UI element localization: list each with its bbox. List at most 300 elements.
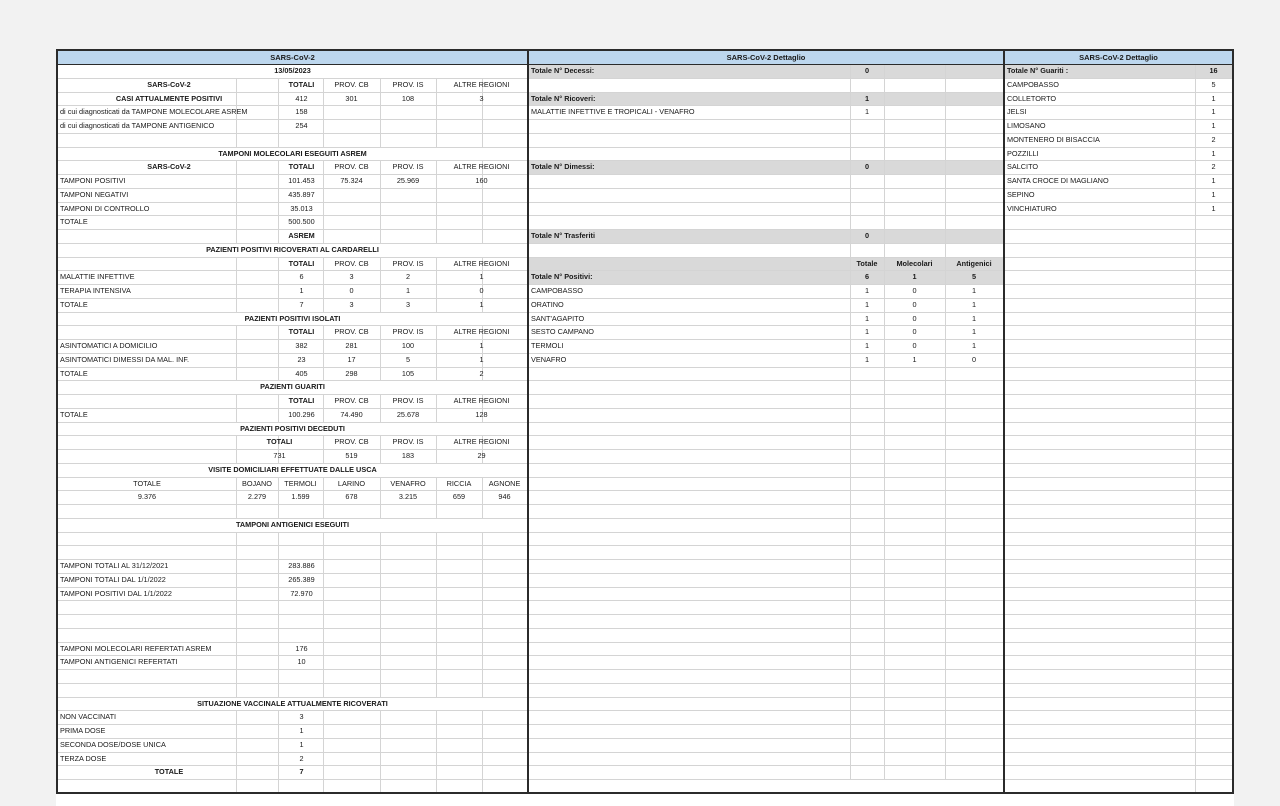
blank-row <box>1005 711 1232 725</box>
cell-value: 1 <box>299 286 304 295</box>
gridline <box>1195 546 1200 559</box>
gridline <box>945 423 950 436</box>
cell-value: 1 <box>1211 148 1216 158</box>
cell-value <box>323 189 380 202</box>
gridline <box>380 615 385 628</box>
gridline <box>850 491 855 504</box>
gridline <box>482 711 487 724</box>
column-header: ALTRE REGIONI <box>453 327 510 337</box>
gridline <box>380 546 385 559</box>
header-row <box>529 258 1003 272</box>
cell-value: 9.376 <box>137 492 157 502</box>
cell-value: 283.886 <box>288 561 315 570</box>
panel-title: SARS-CoV-2 Dettaglio <box>529 51 1003 65</box>
gridline <box>436 670 441 683</box>
gridline <box>436 753 441 766</box>
cell-value: 405 <box>295 368 308 378</box>
cell-value: 5 <box>971 272 977 282</box>
cell-value: 17 <box>347 354 356 364</box>
gridline <box>436 684 441 697</box>
gridline <box>323 780 328 792</box>
cell-value: 1 <box>912 354 917 364</box>
gridline <box>945 753 950 766</box>
data-row <box>1005 120 1232 134</box>
gridline <box>884 491 889 504</box>
data-row <box>58 354 527 368</box>
gridline <box>1195 478 1200 491</box>
blank-row <box>1005 395 1232 409</box>
gridline <box>884 203 889 216</box>
gridline <box>945 106 950 119</box>
cell-value: 183 <box>401 451 415 460</box>
blank-row <box>1005 656 1232 670</box>
row-label: Totale N° Dimessi: <box>531 162 595 172</box>
gridline <box>945 216 950 229</box>
blank-row <box>1005 588 1232 602</box>
row-label: di cui diagnosticati da TAMPONE MOLECOLARE ASREM <box>60 107 248 117</box>
gridline <box>236 505 241 518</box>
gridline <box>436 615 441 628</box>
blank-row <box>1005 368 1232 382</box>
gridline <box>945 189 950 202</box>
blank-row <box>529 381 1003 395</box>
gridline <box>850 423 855 436</box>
gridline <box>236 326 241 339</box>
blank-row <box>529 519 1003 533</box>
gridline <box>884 450 889 463</box>
gridline <box>436 588 441 601</box>
gridline <box>945 739 950 752</box>
blank-row <box>529 244 1003 258</box>
cell-value: 10 <box>297 657 306 667</box>
cell-value: 659 <box>452 492 466 502</box>
cell-value: 3.215 <box>398 492 418 502</box>
gridline <box>482 725 487 738</box>
gridline <box>884 519 889 532</box>
blank-row <box>1005 546 1232 560</box>
gridline <box>850 175 855 188</box>
cell-value: 128 <box>475 409 488 419</box>
gridline <box>884 423 889 436</box>
cell-value: 1 <box>479 354 484 364</box>
cell-value: 101.453 <box>288 176 315 185</box>
header-row <box>58 436 527 450</box>
blank-row <box>529 739 1003 753</box>
gridline <box>945 698 950 711</box>
gridline <box>323 230 328 243</box>
gridline <box>482 533 487 546</box>
gridline <box>945 395 950 408</box>
gridline <box>945 601 950 614</box>
blank-row <box>529 615 1003 629</box>
gridline <box>850 656 855 669</box>
gridline <box>436 505 441 518</box>
gridline <box>884 120 889 133</box>
gridline <box>482 574 487 587</box>
row-label: JELSI <box>1007 107 1027 117</box>
gridline <box>945 725 950 738</box>
gridline <box>945 175 950 188</box>
blank-row <box>529 464 1003 478</box>
gridline <box>380 230 385 243</box>
blank-row <box>529 560 1003 574</box>
cell-value <box>380 189 436 202</box>
gridline <box>884 436 889 449</box>
blank-row <box>529 478 1003 492</box>
data-row <box>58 203 527 217</box>
cell-value: 2 <box>1211 134 1216 144</box>
row-label: Totale N° Trasferiti <box>531 231 596 240</box>
gridline <box>323 560 328 573</box>
gridline <box>884 189 889 202</box>
column-header: BOJANO <box>241 478 272 488</box>
cell-value: 1 <box>1211 176 1216 185</box>
gridline <box>850 368 855 381</box>
cell-value: 298 <box>345 368 358 378</box>
cell-value <box>436 203 527 216</box>
data-row <box>58 574 527 588</box>
gridline <box>380 684 385 697</box>
row-label: Totale N° Positivi: <box>531 272 593 282</box>
data-row <box>1005 189 1232 203</box>
gridline <box>1195 588 1200 601</box>
gridline <box>850 148 855 161</box>
cell-value: 254 <box>295 121 308 130</box>
gridline <box>1195 725 1200 738</box>
gridline <box>236 684 241 697</box>
blank-row <box>1005 684 1232 698</box>
cell-value: 1 <box>1211 121 1216 130</box>
data-row <box>529 340 1003 354</box>
cell-value: 100.296 <box>288 409 315 419</box>
gridline <box>380 780 385 792</box>
cell-value <box>436 216 527 229</box>
data-row <box>529 354 1003 368</box>
cell-value: 16 <box>1209 66 1218 75</box>
gridline <box>945 436 950 449</box>
blank-row <box>529 148 1003 162</box>
blank-row <box>1005 574 1232 588</box>
cell-value: 1 <box>864 286 870 295</box>
gridline <box>945 643 950 656</box>
data-row <box>529 285 1003 299</box>
decessi-row <box>529 65 1003 79</box>
column-header: ALTRE REGIONI <box>453 258 510 268</box>
dimessi-row <box>529 161 1003 175</box>
gridline <box>1195 340 1200 353</box>
row-label: VINCHIATURO <box>1007 203 1057 213</box>
gridline <box>323 601 328 614</box>
section-title: VISITE DOMICILIARI EFFETTUATE DALLE USCA <box>208 464 377 474</box>
gridline <box>436 739 441 752</box>
gridline <box>850 560 855 573</box>
gridline <box>436 533 441 546</box>
gridline <box>884 656 889 669</box>
gridline <box>278 134 283 147</box>
data-row <box>58 450 527 464</box>
gridline <box>278 601 283 614</box>
column-header: PROV. IS <box>392 396 424 405</box>
gridline <box>236 546 241 559</box>
column-header: PROV. IS <box>392 162 424 172</box>
blank-row <box>529 189 1003 203</box>
row-label: SEPINO <box>1007 189 1035 199</box>
cell-value: 2 <box>299 753 304 763</box>
cell-value: 3 <box>349 299 354 309</box>
gridline <box>1195 313 1200 326</box>
gridline <box>323 505 328 518</box>
cell-value: 1 <box>1211 93 1216 103</box>
data-row <box>529 326 1003 340</box>
gridline <box>1195 766 1200 779</box>
gridline <box>884 601 889 614</box>
report-date: 13/05/2023 <box>274 66 311 75</box>
gridline <box>482 560 487 573</box>
blank-row <box>529 629 1003 643</box>
gridline <box>482 134 487 147</box>
cell-value: 35.013 <box>290 203 313 213</box>
row-label: POZZILLI <box>1007 148 1039 158</box>
guariti-row <box>1005 65 1232 79</box>
cell-value: 1 <box>971 327 977 337</box>
section-title: CASI ATTUALMENTE POSITIVI <box>115 93 223 103</box>
gridline <box>1195 436 1200 449</box>
blank-row <box>529 546 1003 560</box>
data-row <box>1005 148 1232 162</box>
cell-value: 72.970 <box>290 588 313 598</box>
data-row <box>58 106 527 120</box>
gridline <box>323 656 328 669</box>
gridline <box>482 106 487 119</box>
blank-row <box>1005 299 1232 313</box>
blank-row <box>1005 409 1232 423</box>
gridline <box>850 601 855 614</box>
cell-value: 1 <box>864 354 870 364</box>
data-row <box>529 313 1003 327</box>
gridline <box>323 725 328 738</box>
data-row <box>58 588 527 602</box>
blank-row <box>529 670 1003 684</box>
gridline <box>1195 409 1200 422</box>
gridline <box>380 711 385 724</box>
gridline <box>323 766 328 779</box>
row-label: TAMPONI POSITIVI DAL 1/1/2022 <box>60 588 172 598</box>
section-title: SITUAZIONE VACCINALE ATTUALMENTE RICOVERATI <box>197 698 388 708</box>
gridline <box>884 670 889 683</box>
gridline <box>236 533 241 546</box>
blank-row <box>529 436 1003 450</box>
gridline <box>380 643 385 656</box>
cell-value: 0 <box>912 313 917 323</box>
gridline <box>850 519 855 532</box>
cell-value: 731 <box>273 451 286 460</box>
gridline <box>1195 780 1200 792</box>
cell-value: 100 <box>401 341 415 350</box>
gridline <box>850 739 855 752</box>
cell-value <box>436 189 527 202</box>
page-bottom <box>56 794 1234 806</box>
gridline <box>236 629 241 642</box>
gridline <box>436 656 441 669</box>
cell-value: 519 <box>345 451 358 460</box>
gridline <box>945 574 950 587</box>
gridline <box>278 505 283 518</box>
gridline <box>436 230 441 243</box>
blank-row <box>529 79 1003 93</box>
cell-value: 2 <box>1211 162 1216 172</box>
gridline <box>1195 505 1200 518</box>
blank-row <box>1005 340 1232 354</box>
gridline <box>945 491 950 504</box>
gridline <box>850 711 855 724</box>
gridline <box>278 546 283 559</box>
gridline <box>884 244 889 257</box>
blank-row <box>1005 533 1232 547</box>
gridline <box>323 546 328 559</box>
data-row <box>58 340 527 354</box>
cell-value: 158 <box>295 107 308 117</box>
row-label: TAMPONI TOTALI AL 31/12/2021 <box>60 561 169 570</box>
gridline <box>323 629 328 642</box>
gridline <box>380 574 385 587</box>
cell-value: 1 <box>479 299 484 309</box>
panel-sars-cov-2 <box>58 51 529 792</box>
blank-row <box>1005 615 1232 629</box>
gridline <box>884 505 889 518</box>
gridline <box>945 478 950 491</box>
cell-value: 6 <box>299 272 304 282</box>
data-row <box>58 120 527 134</box>
data-row <box>58 216 527 230</box>
gridline <box>945 546 950 559</box>
column-header: PROV. IS <box>392 79 424 89</box>
gridline <box>850 79 855 92</box>
gridline <box>380 656 385 669</box>
gridline <box>850 766 855 779</box>
gridline <box>482 629 487 642</box>
blank-row <box>529 656 1003 670</box>
gridline <box>482 120 487 133</box>
row-label: SALCITO <box>1007 162 1039 172</box>
cell-value: 3 <box>405 299 411 309</box>
blank-row <box>1005 505 1232 519</box>
section-title: PAZIENTI POSITIVI DECEDUTI <box>240 423 345 433</box>
row-label: LIMOSANO <box>1007 121 1046 130</box>
cell-value <box>323 203 380 216</box>
gridline <box>1195 381 1200 394</box>
row-label: SANTA CROCE DI MAGLIANO <box>1007 176 1109 185</box>
gridline <box>884 368 889 381</box>
gridline <box>482 766 487 779</box>
data-row <box>1005 203 1232 217</box>
gridline <box>1195 574 1200 587</box>
cell-value: 7 <box>299 767 304 777</box>
section-title: PAZIENTI POSITIVI ISOLATI <box>244 313 341 323</box>
blank-row <box>1005 271 1232 285</box>
gridline <box>1195 368 1200 381</box>
gridline <box>884 533 889 546</box>
cell-value <box>323 216 380 229</box>
cell-value: 2 <box>405 272 411 282</box>
gridline <box>1195 519 1200 532</box>
cell-value: 1 <box>864 299 870 309</box>
gridline <box>278 670 283 683</box>
cell-value <box>380 216 436 229</box>
data-row <box>1005 93 1232 107</box>
blank-row <box>58 684 527 698</box>
cell-value: 1 <box>971 299 977 309</box>
row-label: TAMPONI POSITIVI <box>60 176 126 185</box>
column-header: TERMOLI <box>284 478 317 488</box>
positivi-row <box>529 271 1003 285</box>
gridline <box>1195 271 1200 284</box>
gridline <box>1195 684 1200 697</box>
blank-row <box>529 216 1003 230</box>
panel-title: SARS-CoV-2 <box>58 51 527 65</box>
data-row <box>58 189 527 203</box>
gridline <box>1195 601 1200 614</box>
gridline <box>323 670 328 683</box>
gridline <box>236 615 241 628</box>
column-header: TOTALI <box>266 437 293 447</box>
row-label: NON VACCINATI <box>60 712 117 722</box>
row-label: TOTALE <box>60 299 88 309</box>
gridline <box>884 629 889 642</box>
blank-row <box>529 409 1003 423</box>
gridline <box>1195 533 1200 546</box>
blank-row <box>529 395 1003 409</box>
cell-value: 7 <box>299 299 304 309</box>
row-label: TOTALE <box>60 409 88 419</box>
gridline <box>884 216 889 229</box>
gridline <box>380 106 385 119</box>
blank-row <box>1005 244 1232 258</box>
cell-value: 265.389 <box>288 574 315 584</box>
cell-value: 382 <box>295 341 308 350</box>
cell-value: 108 <box>401 93 415 103</box>
gridline <box>850 588 855 601</box>
spreadsheet <box>56 49 1234 794</box>
gridline <box>850 464 855 477</box>
gridline <box>1195 299 1200 312</box>
asrem-label: ASREM <box>288 231 315 240</box>
gridline <box>236 258 241 271</box>
gridline <box>884 643 889 656</box>
gridline <box>323 120 328 133</box>
data-row <box>58 643 527 657</box>
gridline <box>482 588 487 601</box>
blank-row <box>1005 491 1232 505</box>
data-row <box>58 491 527 505</box>
data-row <box>58 711 527 725</box>
cell-value: 1 <box>1211 107 1216 117</box>
cell-value: 3 <box>479 93 484 103</box>
data-row <box>1005 134 1232 148</box>
column-header: Antigenici <box>956 258 992 268</box>
gridline <box>945 560 950 573</box>
gridline <box>850 725 855 738</box>
data-row <box>1005 175 1232 189</box>
row-label: PRIMA DOSE <box>60 726 106 735</box>
data-row <box>1005 79 1232 93</box>
gridline <box>850 436 855 449</box>
gridline <box>884 395 889 408</box>
gridline <box>884 766 889 779</box>
casi-row <box>58 93 527 107</box>
gridline <box>884 148 889 161</box>
column-header: TOTALI <box>288 258 315 268</box>
header-row <box>58 79 527 93</box>
